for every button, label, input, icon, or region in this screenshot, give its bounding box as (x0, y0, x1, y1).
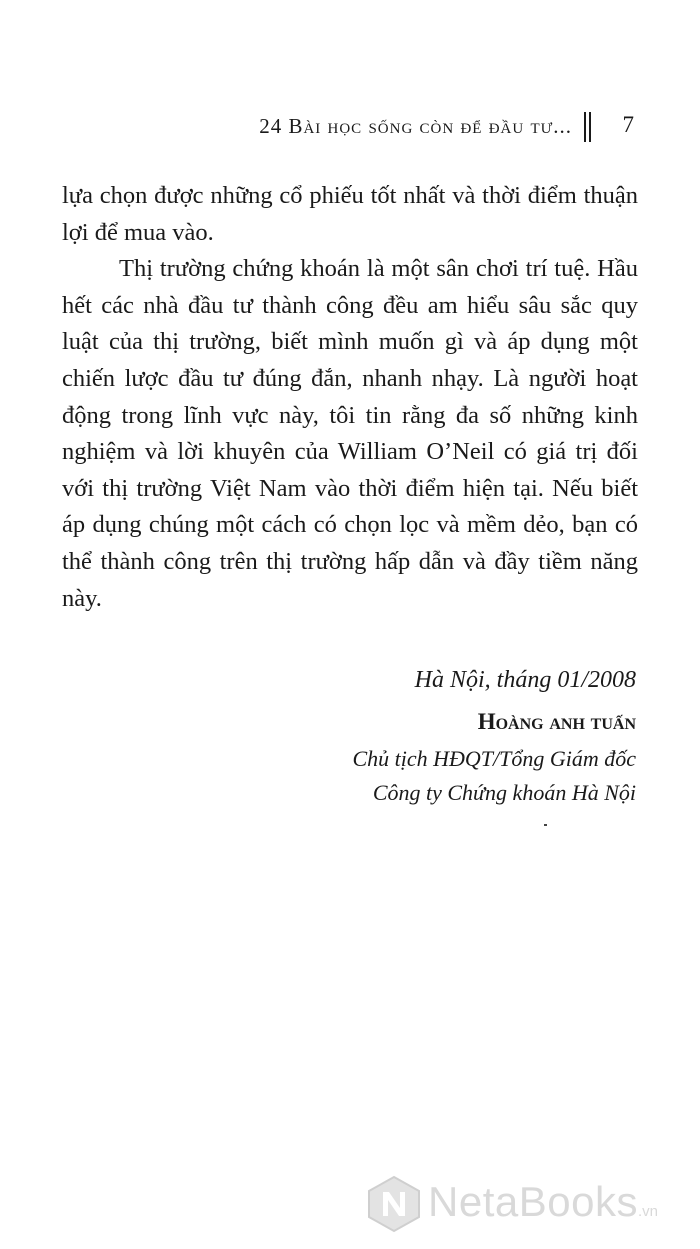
signature-role-title: Chủ tịch HĐQT/Tổng Giám đốc (352, 746, 636, 771)
running-header (0, 108, 640, 148)
paragraph-main: Thị trường chứng khoán là một sân chơi trí tuệ. Hầu hết các nhà đầu tư thành công đều am hiểu sâu sắc quy luật của thị trường, biết mình muốn gì và áp dụng một chiến lược đầu tư đúng đắn, nhanh nhạy. Là người hoạt động trong lĩnh vực này, tôi tin rằng đa số những kinh nghiệm và lời khuyên của William O’Neil có giá trị đối với thị trường Việt Nam vào thời điểm hiện tại. Nếu biết áp dụng chúng một cách có chọn lọc và mềm dẻo, bạn có thể thành công trên thị trường hấp dẫn và đầy tiềm năng này. (62, 255, 638, 612)
netabooks-watermark (364, 1172, 694, 1236)
body-text (62, 178, 638, 617)
signature-role-company: Công ty Chứng khoán Hà Nội (372, 780, 636, 805)
signature-name: Hoàng anh tuấn (477, 709, 636, 734)
netabooks-logo-icon (364, 1174, 424, 1234)
page-number: 7 (622, 112, 634, 137)
paragraph-continued: lựa chọn được những cổ phiếu tốt nhất và thời điểm thuận lợi để mua vào. (62, 182, 638, 246)
signature-date: Hà Nội, tháng 01/2008 (414, 667, 636, 693)
header-separator (584, 112, 592, 142)
watermark-suffix: .vn (637, 1203, 658, 1220)
running-header-title: 24 Bài học sống còn để đầu tư... (259, 114, 572, 138)
print-speck (544, 824, 547, 826)
signature-block (352, 662, 636, 810)
watermark-brand: NetaBooks (428, 1178, 638, 1225)
watermark-text (428, 1178, 658, 1226)
